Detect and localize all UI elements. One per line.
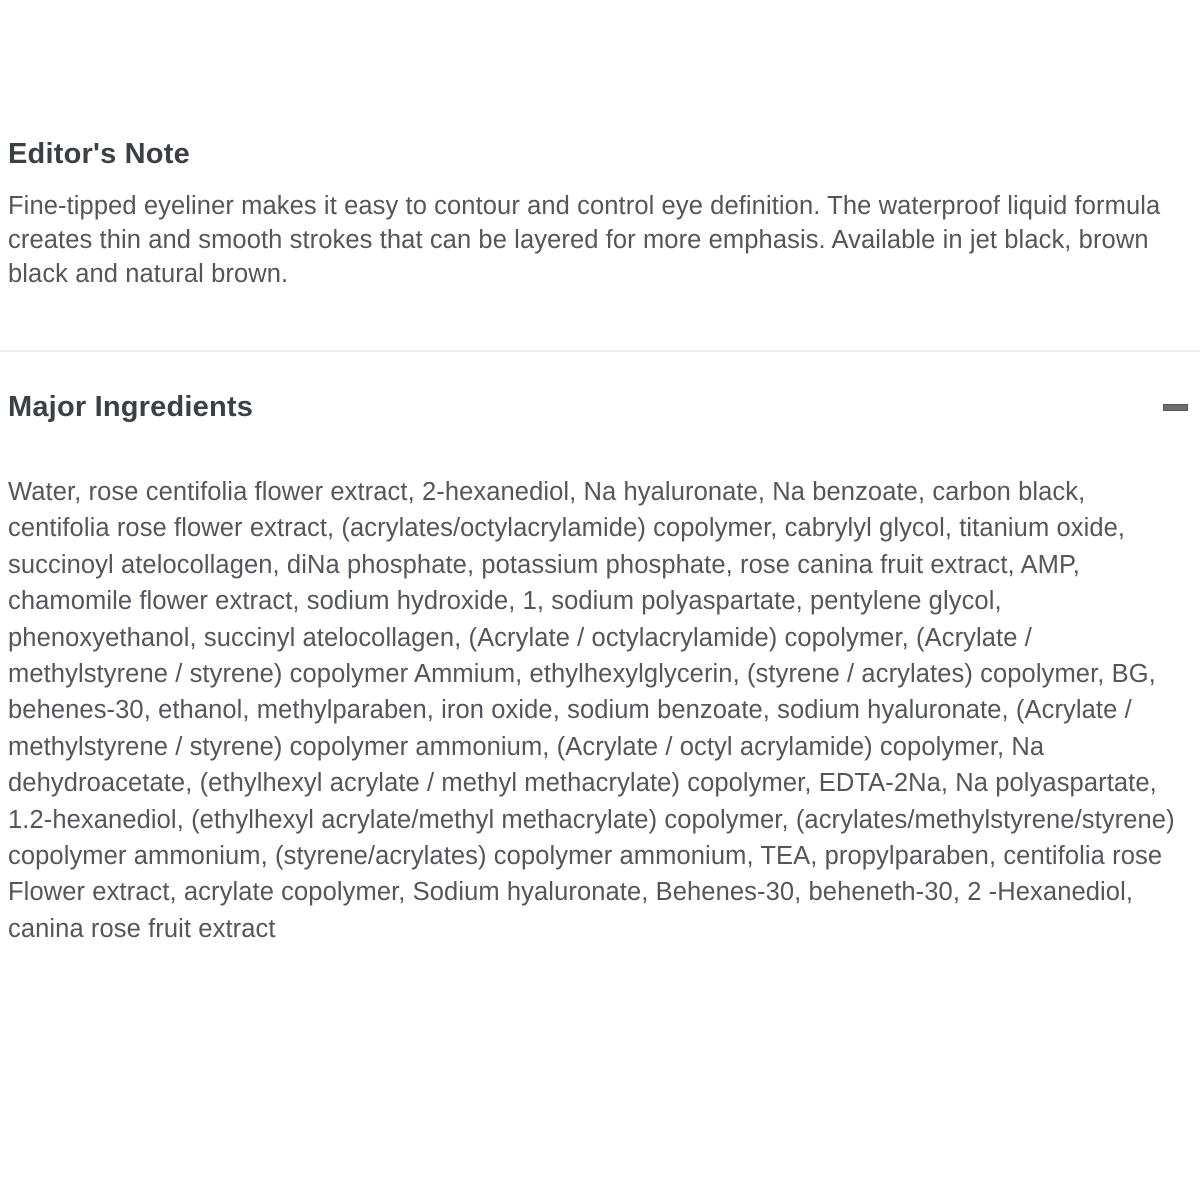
major-ingredients-title: Major Ingredients — [8, 391, 254, 423]
major-ingredients-body: Water, rose centifolia flower extract, 2-hexanediol, Na hyaluronate, Na benzoate, carbon black, centifolia rose flower extract, (acrylates/octylacrylamide) copolymer, cabrylyl glycol, titanium oxide, succinoyl atelocollagen, diNa phosphate, potassium phosphate, rose canina fruit extract, AMP, chamomile flower extract, sodium hydroxide, 1, sodium polyaspartate, pentylene glycol, phenoxyethanol, succinyl atelocollagen, (Acrylate / octylacrylamide) copolymer, (Acrylate / methylstyrene / styrene) copolymer Ammium, ethylhexylglycerin, (styrene / acrylates) copolymer, BG, behenes-30, ethanol, methylparaben, iron oxide, sodium benzoate, sodium hyaluronate, (Acrylate / methylstyrene / styrene) copolymer ammonium, (Acrylate / octyl acrylamide) copolymer, Na dehydroacetate, (ethylhexyl acrylate / methyl methacrylate) copolymer, EDTA-2Na, Na polyaspartate, 1.2-hexanediol, (ethylhexyl acrylate/methyl methacrylate) copolymer, (acrylates/methylstyrene/styrene) copolymer ammonium, (styrene/acrylates) copolymer ammonium, TEA, propylparaben, centifolia rose Flower extract, acrylate copolymer, Sodium hyaluronate, Behenes-30, beheneth-30, 2 -Hexanediol, canina rose fruit extract — [8, 478, 1175, 943]
major-ingredients-accordion-header[interactable] — [8, 389, 1192, 425]
section-divider — [0, 350, 1200, 352]
major-ingredients-section — [8, 389, 1192, 987]
editors-note-body: Fine-tipped eyeliner makes it easy to contour and control eye definition. The waterproof liquid formula creates thin and smooth strokes that can be layered for more emphasis. Available in jet black, brown black and natural brown. — [8, 192, 1161, 288]
collapse-minus-icon[interactable] — [1163, 404, 1188, 411]
editors-note-section — [8, 0, 1192, 291]
editors-note-title: Editor's Note — [8, 138, 190, 170]
